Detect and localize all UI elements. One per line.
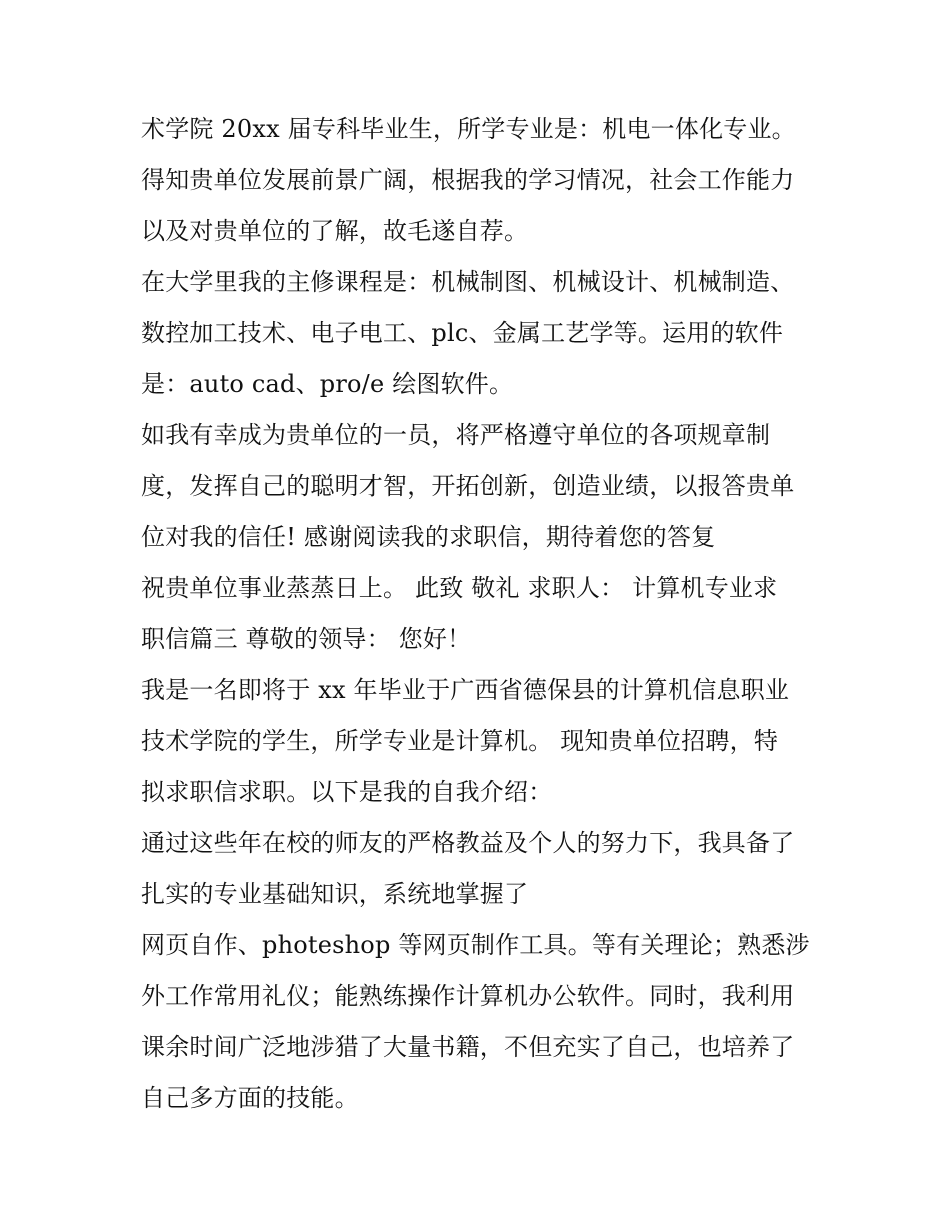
text-line: 度，发挥自己的聪明才智，开拓创新，创造业绩，以报答贵单 <box>141 472 795 500</box>
text-line: 网页自作、photeshop 等网页制作工具。等有关理论；熟悉涉 <box>141 931 810 959</box>
text-line: 以及对贵单位的了解，故毛遂自荐。 <box>141 217 529 245</box>
text-line: 是：auto cad、pro/e 绘图软件。 <box>141 370 514 398</box>
text-line: 祝贵单位事业蒸蒸日上。 此致 敬礼 求职人： 计算机专业求 <box>141 574 778 602</box>
text-line: 外工作常用礼仪；能熟练操作计算机办公软件。同时，我利用 <box>141 982 795 1010</box>
document-body <box>141 104 816 1124</box>
text-line: 拟求职信求职。以下是我的自我介绍： <box>141 778 553 806</box>
text-line: 通过这些年在校的师友的严格教益及个人的努力下，我具备了 <box>141 829 795 857</box>
text-line: 技术学院的学生，所学专业是计算机。 现知贵单位招聘，特 <box>141 727 779 755</box>
text-line: 位对我的信任! 感谢阅读我的求职信，期待着您的答复 <box>141 523 716 551</box>
text-line: 自己多方面的技能。 <box>141 1084 359 1112</box>
text-line: 职信篇三 尊敬的领导： 您好！ <box>141 625 472 653</box>
text-line: 我是一名即将于 xx 年毕业于广西省德保县的计算机信息职业 <box>141 676 790 704</box>
text-line: 得知贵单位发展前景广阔，根据我的学习情况，社会工作能力 <box>141 166 795 194</box>
text-line: 术学院 20xx 届专科毕业生，所学专业是：机电一体化专业。 <box>141 115 796 143</box>
text-line: 在大学里我的主修课程是：机械制图、机械设计、机械制造、 <box>141 268 795 296</box>
text-line: 如我有幸成为贵单位的一员，将严格遵守单位的各项规章制 <box>141 421 771 449</box>
text-line: 数控加工技术、电子电工、plc、金属工艺学等。运用的软件 <box>141 319 784 347</box>
text-line: 课余时间广泛地涉猎了大量书籍，不但充实了自己，也培养了 <box>141 1033 795 1061</box>
text-line: 扎实的专业基础知识，系统地掌握了 <box>141 880 529 908</box>
